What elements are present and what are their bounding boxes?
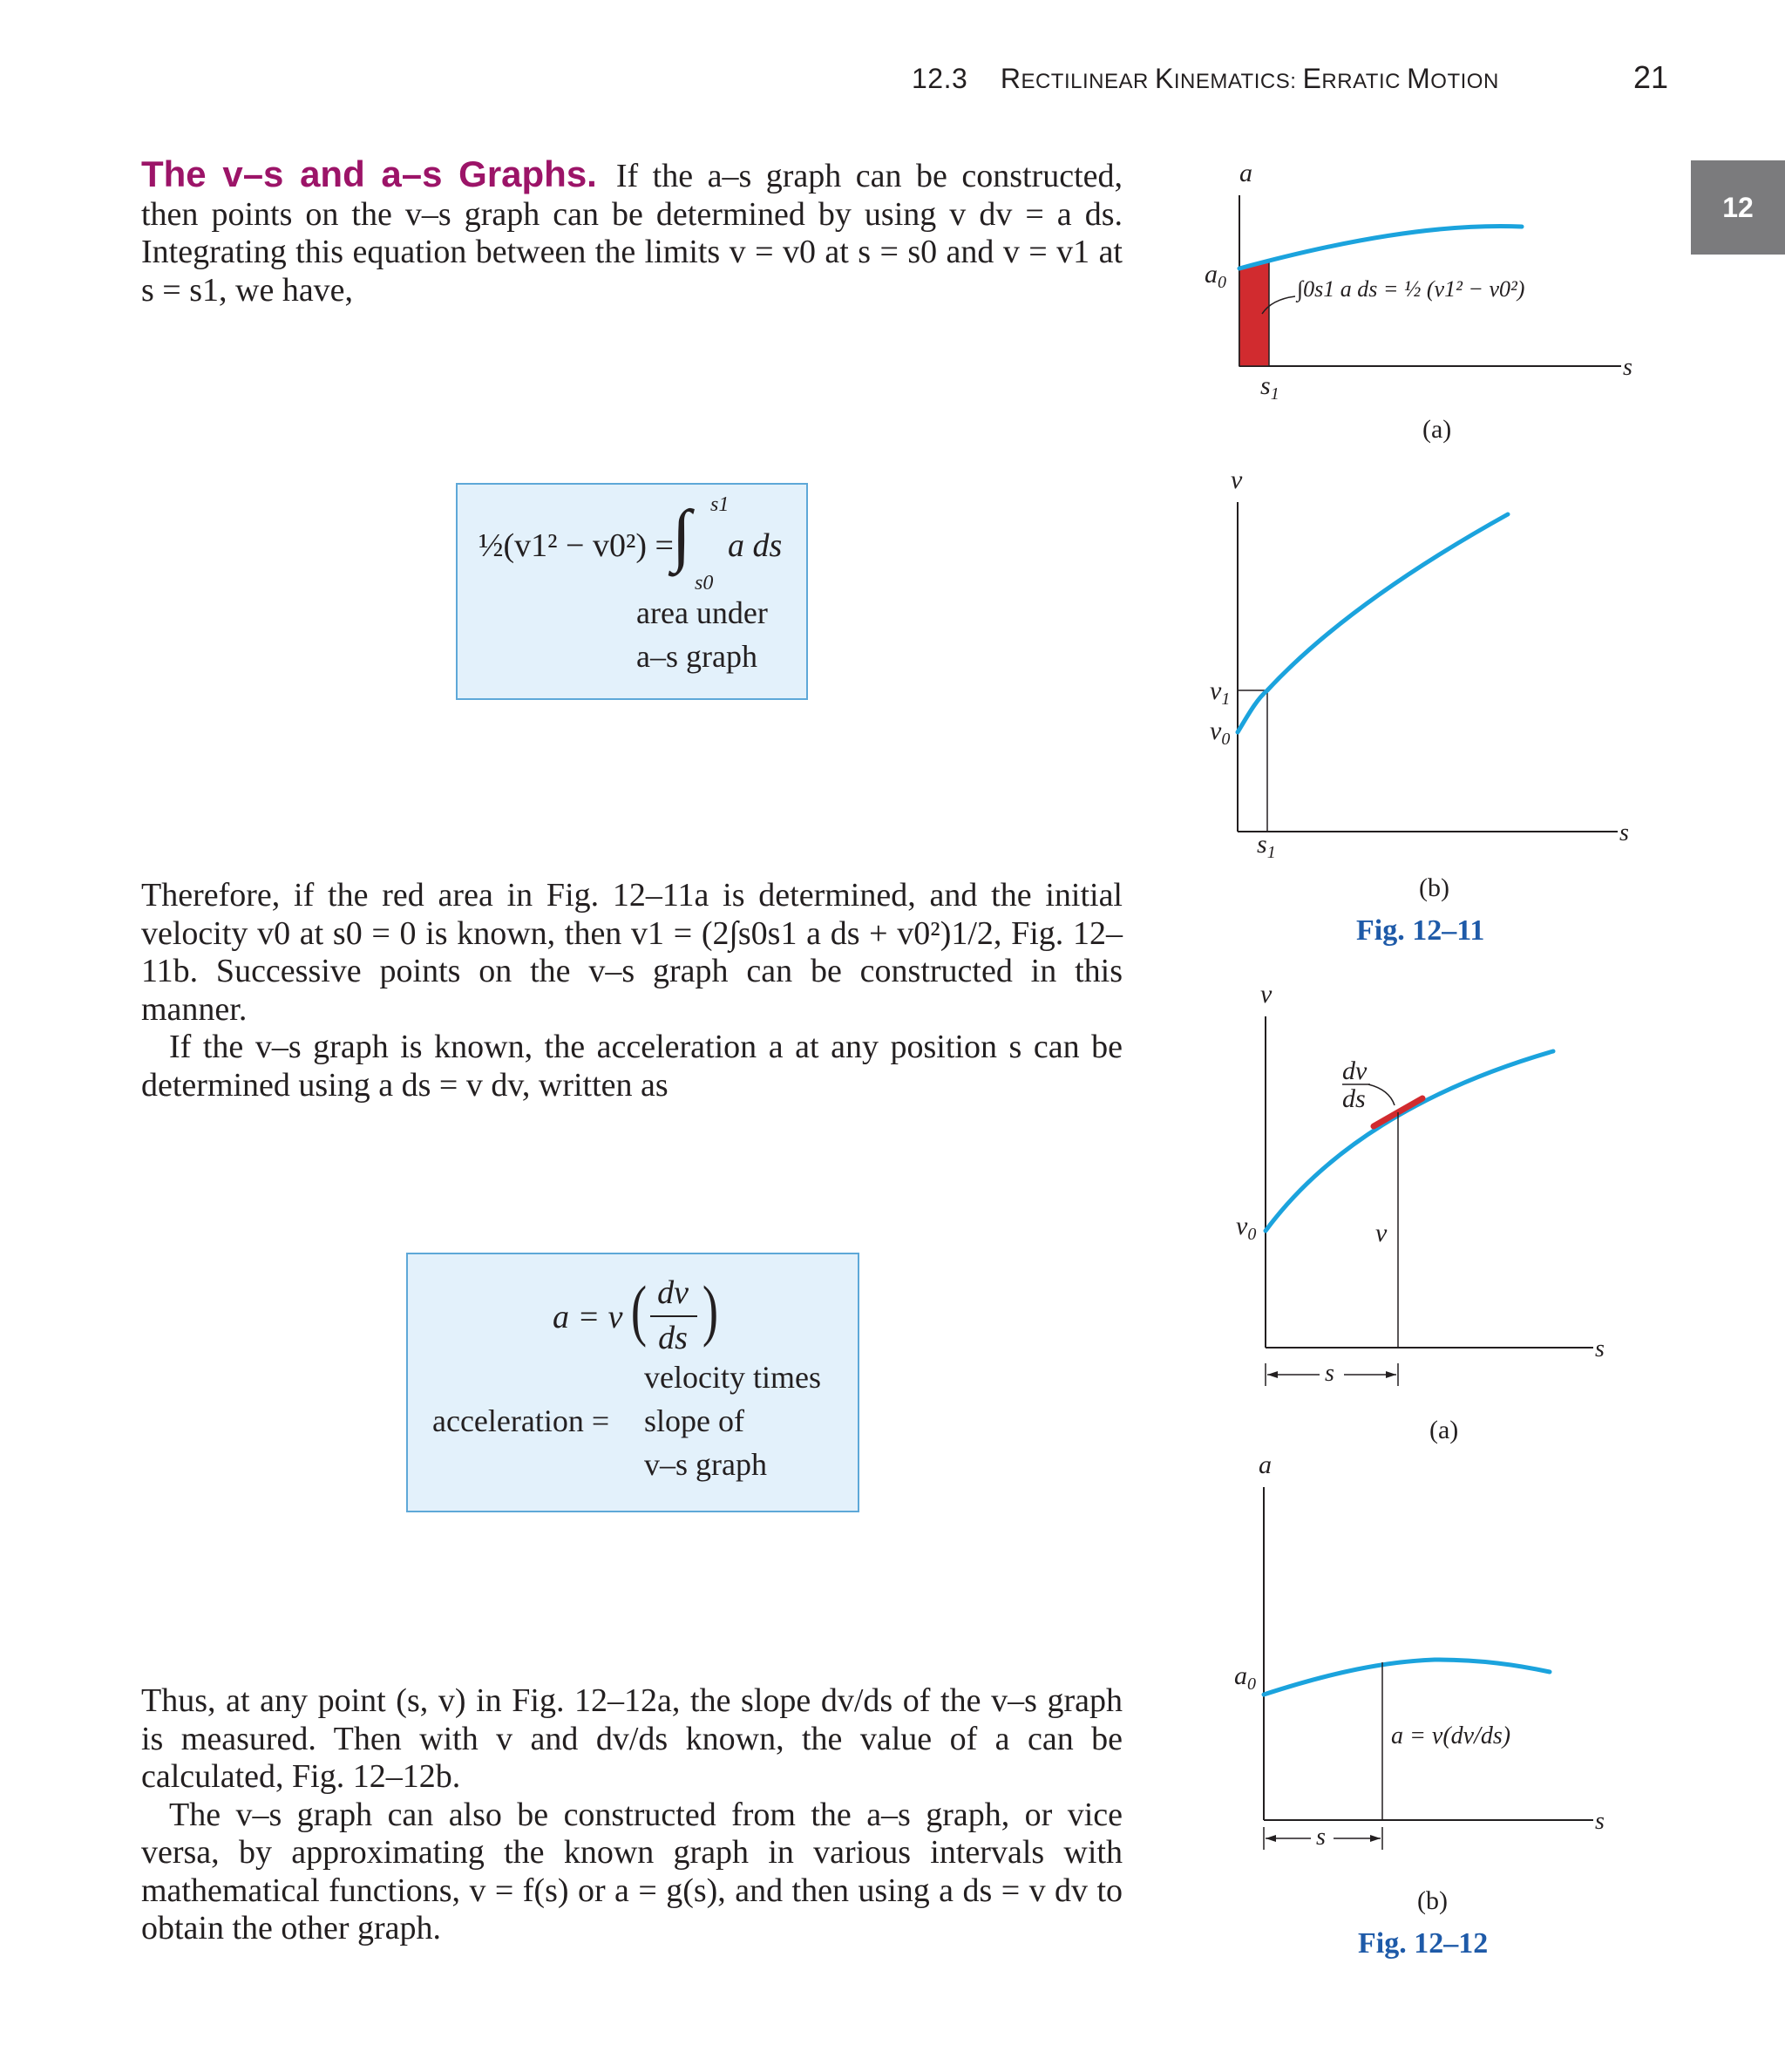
fig12b-dim-arrow-right bbox=[1370, 1835, 1381, 1842]
equation-box-acceleration bbox=[406, 1253, 859, 1512]
fig11a-s1-label: $s_1$ bbox=[1260, 371, 1279, 404]
paragraph-4-text: Thus, at any point (s, v) in Fig. 12–12a, the slope dv/ds of the v–s graph is measured. Then with v and dv/ds known, the value of a can be calculated, Fig. 12–12b. bbox=[141, 1682, 1123, 1795]
fig12a-v-curve bbox=[1266, 1051, 1553, 1231]
fraction-bar bbox=[650, 1315, 697, 1317]
fig12b-dim-arrow-left bbox=[1266, 1835, 1276, 1842]
section-heading: The v–s and a–s Graphs. bbox=[141, 153, 597, 194]
eq2-note-2: slope of bbox=[644, 1403, 744, 1438]
fig11b-panel: (b) bbox=[1419, 873, 1449, 902]
left-paren: ( bbox=[630, 1272, 648, 1348]
fig11b-v0-label: $v_0$ bbox=[1210, 717, 1231, 749]
fig12a-panel: (a) bbox=[1429, 1416, 1459, 1444]
fig12a-dim-arrow-right bbox=[1386, 1371, 1396, 1378]
fig12b-x-label: s bbox=[1595, 1808, 1605, 1835]
eq2-label: acceleration = bbox=[432, 1403, 610, 1438]
fig-12-12a bbox=[1220, 976, 1656, 1447]
eq1-note-1: area under bbox=[636, 595, 768, 630]
fig-12-11a bbox=[1185, 157, 1656, 453]
eq2-note-1: velocity times bbox=[644, 1360, 821, 1395]
fig12b-a0-label: $a_0$ bbox=[1234, 1661, 1256, 1694]
fig12a-x-label: s bbox=[1595, 1335, 1605, 1362]
fig12a-slope-den: ds bbox=[1342, 1084, 1366, 1113]
right-paren: ) bbox=[702, 1272, 719, 1348]
fig11b-v-curve bbox=[1238, 514, 1508, 732]
eq1-integrand: a ds bbox=[728, 527, 783, 564]
fig11a-a0-label: $a_0$ bbox=[1205, 260, 1226, 292]
fig12a-y-label: v bbox=[1260, 980, 1273, 1009]
fig12b-y-label: a bbox=[1259, 1450, 1272, 1479]
fig12b-a-curve bbox=[1264, 1660, 1550, 1695]
fig11a-y-label: a bbox=[1239, 159, 1252, 187]
paragraph-1 bbox=[141, 155, 1123, 309]
section-title: RECTILINEAR KINEMATICS: ERRATIC MOTION bbox=[1000, 63, 1499, 94]
paragraph-2 bbox=[141, 877, 1123, 1104]
fig11a-integral-annotation: ∫0s1 a ds = ½ (v1² − v0²) bbox=[1297, 276, 1525, 302]
fig11b-s1-label: $s_1$ bbox=[1257, 830, 1276, 862]
eq1-note-2: a–s graph bbox=[636, 639, 757, 674]
eq2-numerator: dv bbox=[657, 1274, 689, 1311]
integral-sign: ∫ bbox=[672, 497, 691, 574]
fig12b-s-dim: s bbox=[1316, 1824, 1326, 1851]
running-head bbox=[912, 63, 1499, 95]
fig12b-annotation: a = v(dv/ds) bbox=[1391, 1722, 1511, 1749]
paragraph-4 bbox=[141, 1682, 1123, 1948]
chapter-tab: 12 bbox=[1691, 160, 1785, 255]
fig11a-x-label: s bbox=[1623, 354, 1632, 381]
fig-12-11b bbox=[1185, 462, 1656, 950]
fig11b-x-label: s bbox=[1619, 819, 1629, 846]
fig12a-v-label: v bbox=[1375, 1219, 1388, 1247]
fig12a-s-dim: s bbox=[1325, 1360, 1334, 1387]
fig11b-y-label: v bbox=[1231, 465, 1243, 494]
paragraph-3-text: If the v–s graph is known, the acceleration a at any position s can be determined using a ds = v dv, written as bbox=[141, 1029, 1123, 1104]
paragraph-5-text: The v–s graph can also be constructed from the a–s graph, or vice versa, by approximating the known graph in various intervals with mathematical functions, v = f(s) or a = g(s), and then using a ds = v dv to obtain the other graph. bbox=[141, 1796, 1123, 1946]
fig11a-red-area bbox=[1239, 262, 1269, 366]
fig11a-panel: (a) bbox=[1422, 415, 1452, 444]
paragraph-1-text: If the a–s graph can be constructed, then points on the v–s graph can be determined by using v dv = a ds. Integrating this equation between the limits v = v0 at s = s0 and v = v1 at s = s1, we have, bbox=[141, 158, 1123, 309]
section-number: 12.3 bbox=[912, 63, 968, 94]
eq1-lhs: ½(v1² − v0²) = bbox=[478, 527, 674, 564]
eq2-lhs: a = v bbox=[553, 1299, 623, 1335]
fig-12-12-caption: Fig. 12–12 bbox=[1358, 1927, 1489, 1960]
fig11b-v1-label: $v_1$ bbox=[1210, 676, 1231, 709]
paragraph-2-text: Therefore, if the red area in Fig. 12–11a is determined, and the initial velocity v0 at s0 = 0 is known, then v1 = (2∫s0s1 a ds + v0²)1/2, Fig. 12–11b. Successive points on the v–s graph can be constructed in this manner. bbox=[141, 877, 1123, 1028]
fig12b-panel: (b) bbox=[1417, 1886, 1448, 1915]
page-number: 21 bbox=[1633, 59, 1669, 95]
eq2-note-3: v–s graph bbox=[644, 1447, 767, 1482]
eq1-lower-limit: s0 bbox=[695, 572, 714, 594]
fig12a-dim-arrow-left bbox=[1267, 1371, 1278, 1378]
fig12a-v0-label: $v_0$ bbox=[1236, 1212, 1257, 1244]
eq1-upper-limit: s1 bbox=[710, 493, 730, 516]
fig12a-slope-leader bbox=[1368, 1084, 1395, 1105]
fig-12-12b bbox=[1220, 1447, 1656, 1970]
equation-box-area-under bbox=[456, 483, 808, 700]
fig-12-11-caption: Fig. 12–11 bbox=[1356, 914, 1485, 947]
fig11a-a-curve bbox=[1239, 226, 1522, 268]
eq2-denominator: ds bbox=[658, 1320, 688, 1356]
fig12a-slope-num: dv bbox=[1342, 1056, 1368, 1085]
